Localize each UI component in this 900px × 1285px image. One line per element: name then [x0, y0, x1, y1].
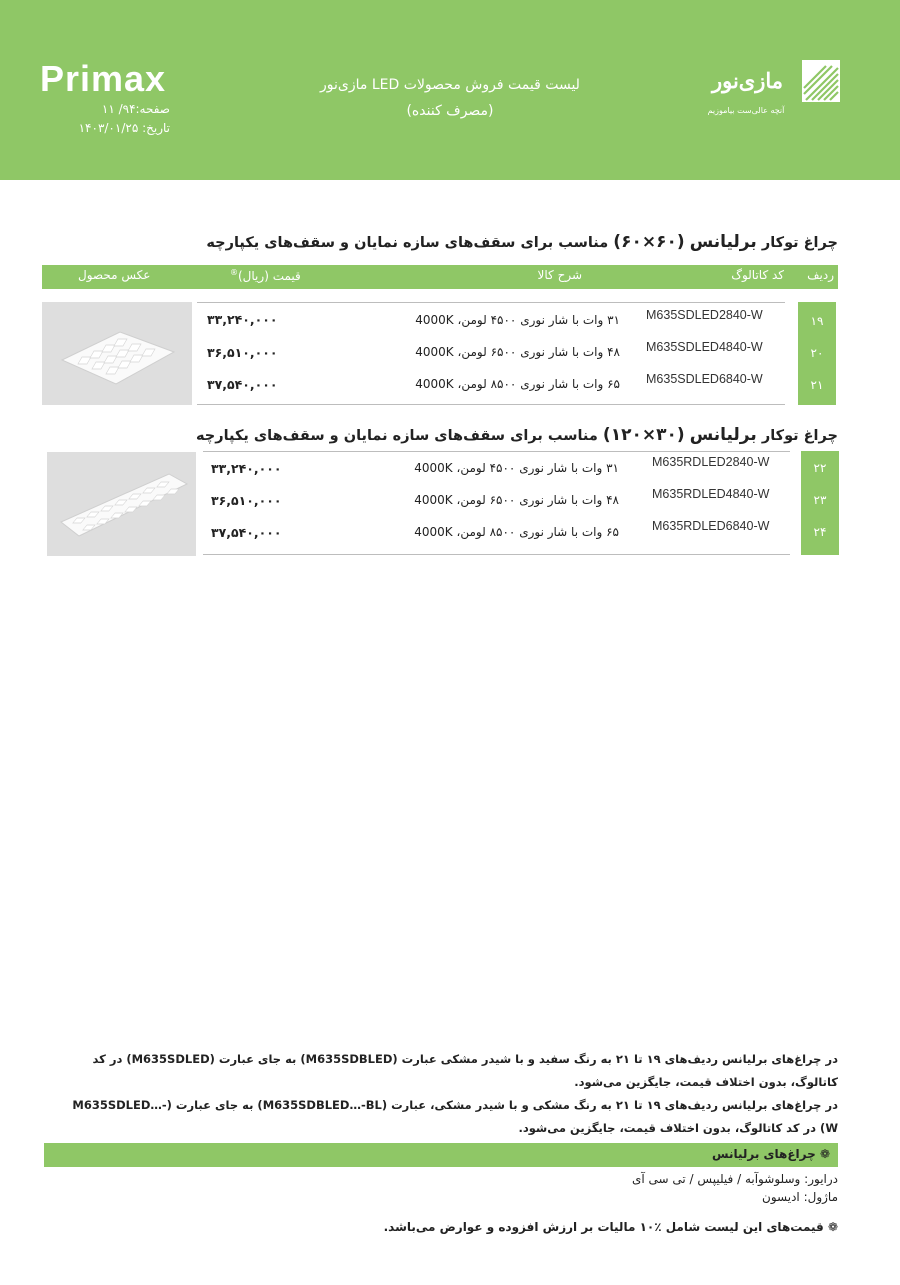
- col-price-label: قیمت (ریال): [238, 269, 301, 283]
- section1-title: [206, 232, 838, 252]
- col-photo: عکس محصول: [78, 268, 151, 282]
- row-number: ۲۳: [813, 493, 827, 507]
- catalog-code: M635RDLED4840-W: [652, 487, 770, 501]
- product-price: ۳۷,۵۴۰,۰۰۰: [211, 525, 282, 540]
- section2-title: [196, 425, 838, 445]
- catalog-code: M635SDLED4840-W: [646, 340, 763, 354]
- col-code: کد کاتالوگ: [731, 268, 784, 282]
- row-number: ۱۹: [810, 314, 824, 328]
- row-number: ۲۰: [810, 346, 824, 360]
- notes-block: [60, 1048, 838, 1140]
- feature-driver: درایور: وسلوشوآبه / فیلیپس / تی سی آی: [631, 1172, 838, 1186]
- col-row: ردیف: [807, 268, 834, 282]
- company-logo-icon: [802, 60, 840, 102]
- section1-title-prefix: چراغ توکار: [761, 235, 838, 251]
- catalog-code: M635RDLED6840-W: [652, 519, 770, 533]
- company-logo-text: مازی‌نور: [711, 68, 784, 93]
- linear-light-image: [47, 452, 196, 556]
- row-number-column: [798, 302, 836, 405]
- product-description: ۳۱ وات با شار نوری ۴۵۰۰ لومن، 4000K: [414, 461, 619, 475]
- features-heading-bar: [44, 1143, 838, 1167]
- row-number: ۲۲: [813, 461, 827, 475]
- feature-module: ماژول: ادیسون: [762, 1190, 838, 1204]
- col-price-mark: ®: [230, 268, 238, 277]
- product-price: ۳۶,۵۱۰,۰۰۰: [211, 493, 282, 508]
- note-1: در چراغ‌های برلیانس ردیف‌های ۱۹ تا ۲۱ به رنگ سفید و با شیدر مشکی عبارت (M635SDBLED) به جای عبارت (M635SDLED) در کد کاتالوگ، بدون اختلاف قیمت، جایگزین می‌شود.: [92, 1052, 838, 1089]
- document-title-line1: لیست قیمت فروش محصولات LED مازی‌نور: [320, 77, 580, 93]
- row-number: ۲۱: [810, 378, 824, 392]
- catalog-code: M635SDLED6840-W: [646, 372, 763, 386]
- page-header: [0, 0, 900, 180]
- brand-primax: Primax: [40, 58, 167, 99]
- vat-note: ❁ قیمت‌های این لیست شامل ٪۱۰ مالیات بر ارزش افزوده و عوارض می‌باشد.: [383, 1220, 838, 1234]
- section1-title-size: (۶۰×۶۰): [613, 232, 685, 252]
- product-price: ۳۳,۲۴۰,۰۰۰: [211, 461, 282, 476]
- note-2: در چراغ‌های برلیانس ردیف‌های ۱۹ تا ۲۱ به رنگ مشکی و با شیدر مشکی، عبارت (M635SDBLED…-BL) به جای عبارت (M635SDLED…-W) در کد کاتالوگ، بدون اختلاف قیمت، جایگزین می‌شود.: [72, 1098, 838, 1135]
- product-description: ۴۸ وات با شار نوری ۶۵۰۰ لومن، 4000K: [414, 493, 619, 507]
- features-heading: ❁ چراغ‌های برلیانس: [711, 1147, 830, 1161]
- product-description: ۳۱ وات با شار نوری ۴۵۰۰ لومن، 4000K: [415, 313, 620, 327]
- panel-light-image: [42, 302, 192, 405]
- product-description: ۶۵ وات با شار نوری ۸۵۰۰ لومن، 4000K: [415, 377, 620, 391]
- product-description: ۶۵ وات با شار نوری ۸۵۰۰ لومن، 4000K: [414, 525, 619, 539]
- product-price: ۳۳,۲۴۰,۰۰۰: [207, 312, 278, 327]
- row-number-column: [801, 451, 839, 555]
- page-date: تاریخ: ۱۴۰۳/۰۱/۲۵: [78, 121, 170, 135]
- table-column-header: [42, 265, 838, 289]
- product-price: ۳۷,۵۴۰,۰۰۰: [207, 377, 278, 392]
- product-description: ۴۸ وات با شار نوری ۶۵۰۰ لومن، 4000K: [415, 345, 620, 359]
- page-number: صفحه:۹۴/ ۱۱: [101, 102, 170, 116]
- catalog-code: M635RDLED2840-W: [652, 455, 770, 469]
- company-logo-tagline: آنچه عالی‌ست بیاموزیم: [707, 106, 785, 115]
- section1-title-suffix: مناسب برای سقف‌های سازه نمایان و سقف‌های یکپارچه: [206, 235, 609, 251]
- product-photo-linear-light: [47, 452, 196, 556]
- document-title: [260, 72, 640, 124]
- page-info: [40, 100, 170, 138]
- col-desc: شرح کالا: [537, 268, 582, 282]
- document-title-line2: (مصرف کننده): [406, 103, 494, 119]
- catalog-code: M635SDLED2840-W: [646, 308, 763, 322]
- section2-title-size: (۳۰×۱۲۰): [602, 425, 685, 445]
- section2-title-prefix: چراغ توکار: [761, 428, 838, 444]
- section2-title-suffix: مناسب برای سقف‌های سازه نمایان و سقف‌های یکپارچه: [195, 428, 598, 444]
- section1-title-name: برلیانس: [689, 232, 757, 252]
- section2-title-name: برلیانس: [689, 425, 757, 445]
- col-price: [230, 268, 301, 283]
- row-number: ۲۴: [813, 525, 827, 539]
- product-price: ۳۶,۵۱۰,۰۰۰: [207, 345, 278, 360]
- product-photo-panel-light: [42, 302, 192, 405]
